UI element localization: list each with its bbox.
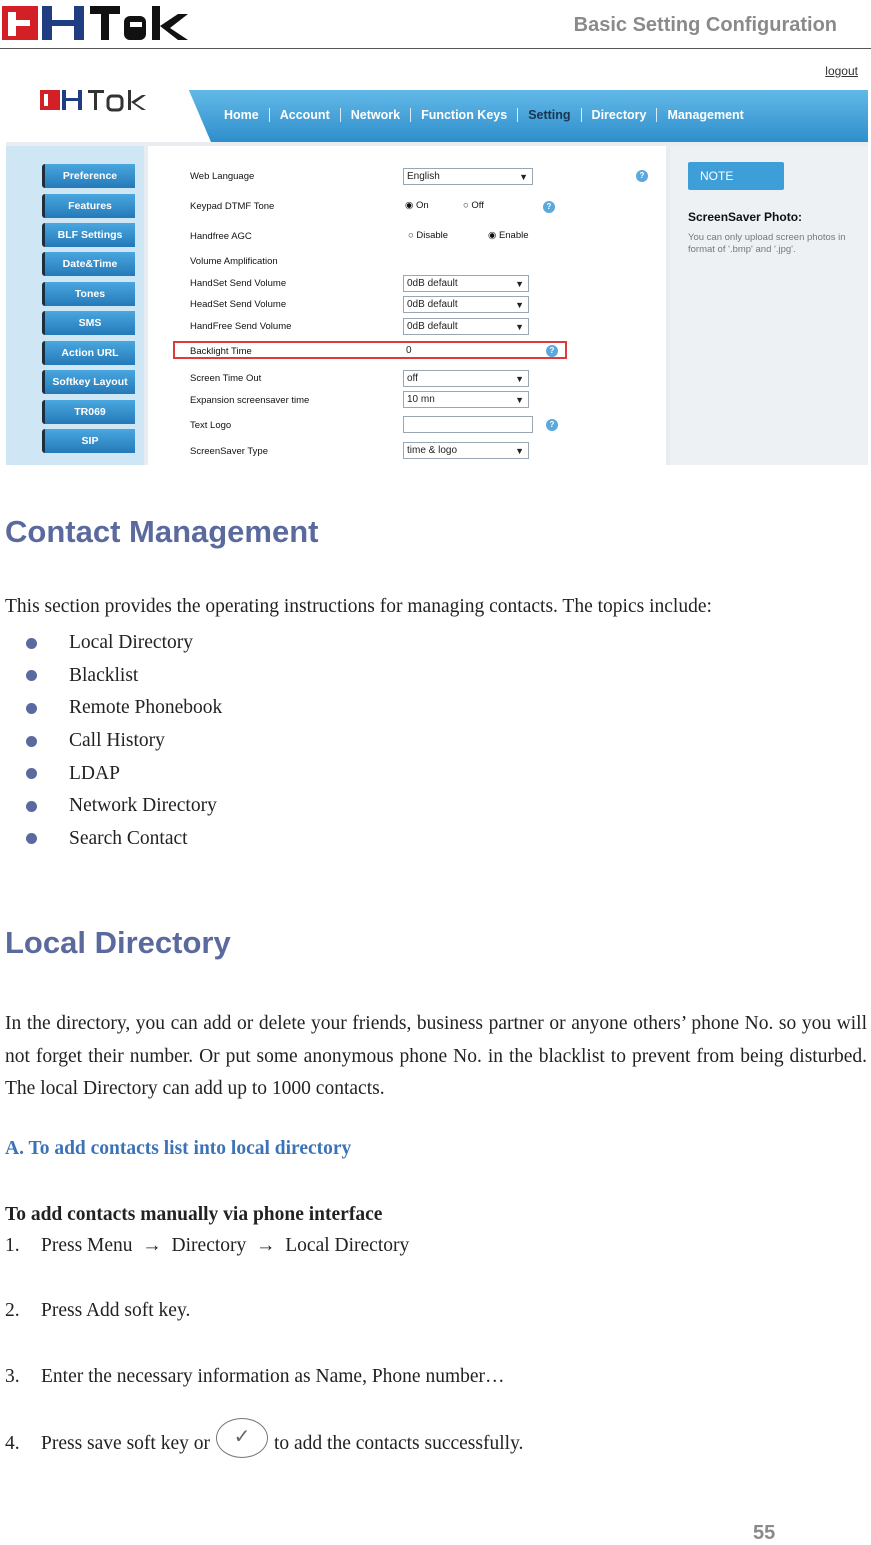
chevron-down-icon: ▼ [519,172,528,182]
step-3 [5,1366,505,1388]
sidebar-item-action-url[interactable]: Action URL [42,341,135,365]
saver-type-value: time & logo [407,445,458,456]
list-item [26,725,222,758]
handfree-send-value: 0dB default [407,321,458,332]
bullet-icon [26,833,37,844]
local-directory-paragraph: In the directory, you can add or delete your friends, business partner or anyone others’ phone No. so you will not forget their number. Or put some anonymous phone No. in the blacklist to prevent from being disturbed. The local Directory can add up to 1000 contacts. [5,1013,867,1099]
heading-local-directory: Local Directory [5,925,231,960]
nav-setting[interactable]: Setting [518,108,581,122]
handfree-send-label: HandFree Send Volume [190,321,292,332]
backlight-input[interactable]: 0 [406,345,412,356]
agc-disable-radio[interactable]: ○ Disable [408,230,449,241]
list-item [26,692,222,725]
nav-function-keys[interactable]: Function Keys [411,108,518,122]
chevron-down-icon: ▼ [515,279,524,289]
headset-send-select[interactable] [403,296,529,313]
backlight-label: Backlight Time [190,346,252,357]
chevron-down-icon: ▼ [515,446,524,456]
topic-text: Remote Phonebook [69,697,223,719]
intro-paragraph: This section provides the operating instructions for managing contacts. The topics include: [5,596,712,617]
list-item [26,823,222,856]
agc-disable-label: Disable [416,230,449,241]
page-number: 55 [753,1522,776,1544]
topic-text: Search Contact [69,827,188,849]
sidebar-item-tones[interactable]: Tones [42,282,135,306]
step-text: Press Menu → Directory → Local Directory [41,1235,410,1256]
topic-text: Call History [69,730,165,752]
topic-text: Network Directory [69,795,217,817]
handfree-send-select[interactable] [403,318,529,335]
chevron-down-icon: ▼ [515,322,524,332]
step-text: Press save soft key or [41,1433,210,1454]
topics-list [26,627,222,855]
sidebar-item-date-time[interactable]: Date&Time [42,252,135,276]
web-language-label: Web Language [190,171,255,182]
help-icon[interactable]: ? [543,201,555,213]
dtmf-off-radio[interactable]: ○ Off [463,200,484,211]
step-1 [5,1235,409,1257]
heading-contact-management: Contact Management [5,514,319,549]
nav-directory[interactable]: Directory [582,108,658,122]
sidebar-item-sms[interactable]: SMS [42,311,135,335]
step-text: Press Add soft key. [41,1300,191,1321]
sidebar-item-sip[interactable]: SIP [42,429,135,453]
agc-enable-radio[interactable]: ◉ Enable [488,230,529,241]
screen-timeout-value: off [407,373,418,384]
subheading-manual: To add contacts manually via phone interface [5,1204,383,1225]
list-item [26,790,222,823]
dtmf-off-label: Off [471,200,484,211]
handset-send-value: 0dB default [407,278,458,289]
bullet-icon [26,703,37,714]
header-divider [0,48,871,49]
note-title: ScreenSaver Photo: [688,210,803,224]
sidebar-item-features[interactable]: Features [42,194,135,218]
htek-logo [2,2,192,44]
expansion-saver-value: 10 mn [407,394,435,405]
volume-amp-label: Volume Amplification [190,256,278,267]
subheading-add-contacts: A. To add contacts list into local directory [5,1138,352,1159]
nav-account[interactable]: Account [270,108,341,122]
web-ui-screenshot [6,60,868,465]
agc-enable-label: Enable [498,230,529,241]
settings-panel [148,146,666,465]
bullet-icon [26,736,37,747]
expansion-saver-label: Expansion screensaver time [190,395,310,406]
bullet-icon [26,801,37,812]
sidebar-item-preference[interactable]: Preference [42,164,135,188]
help-icon[interactable]: ? [636,170,648,182]
step-2 [5,1300,190,1322]
screen-timeout-select[interactable] [403,370,529,387]
step-number: 3. [5,1366,20,1387]
text-logo-input[interactable] [403,416,533,433]
handset-send-label: HandSet Send Volume [190,278,287,289]
headset-send-value: 0dB default [407,299,458,310]
note-badge: NOTE [688,162,784,190]
nav-menu [214,108,754,122]
handset-send-select[interactable] [403,275,529,292]
dtmf-on-radio[interactable]: ◉ On [405,200,429,211]
bullet-icon [26,768,37,779]
nav-network[interactable]: Network [341,108,411,122]
step-number: 1. [5,1235,20,1256]
htek-logo-small [40,86,150,114]
step-text: to add the contacts successfully. [273,1433,524,1454]
settings-sidebar [6,146,144,465]
saver-type-select[interactable] [403,442,529,459]
chevron-down-icon: ▼ [515,374,524,384]
ok-checkmark-icon: ✓ [216,1418,268,1458]
nav-management[interactable]: Management [667,108,744,122]
keypad-dtmf-label: Keypad DTMF Tone [190,201,275,212]
screen-timeout-label: Screen Time Out [190,373,262,384]
nav-home[interactable]: Home [214,108,270,122]
chevron-down-icon: ▼ [515,300,524,310]
topic-text: Local Directory [69,632,193,654]
web-language-select[interactable] [403,168,533,185]
help-icon[interactable]: ? [546,345,558,357]
handfree-agc-label: Handfree AGC [190,231,252,242]
saver-type-label: ScreenSaver Type [190,446,268,457]
topic-text: LDAP [69,762,120,784]
topic-text: Blacklist [69,664,139,686]
sidebar-item-softkey-layout[interactable]: Softkey Layout [42,370,135,394]
bullet-icon [26,638,37,649]
sidebar-item-tr069[interactable]: TR069 [42,400,135,424]
bullet-icon [26,670,37,681]
step-number: 4. [5,1433,20,1454]
step-text: Enter the necessary information as Name, Phone number… [41,1366,505,1387]
list-item [26,757,222,790]
step-4 [5,1424,523,1464]
section-title: Basic Setting Configuration [573,14,837,36]
headset-send-label: HeadSet Send Volume [190,299,287,310]
web-language-value: English [407,171,440,182]
list-item [26,660,222,693]
text-logo-label: Text Logo [190,420,232,431]
dtmf-on-label: On [415,200,429,211]
chevron-down-icon: ▼ [515,395,524,405]
help-icon[interactable]: ? [546,419,558,431]
logout-link[interactable]: logout [825,64,858,78]
note-text: You can only upload screen photos in format of '.bmp' and '.jpg'. [688,232,846,255]
expansion-saver-select[interactable] [403,391,529,408]
step-number: 2. [5,1300,20,1321]
list-item [26,627,222,660]
note-panel [670,146,868,465]
sidebar-item-blf-settings[interactable]: BLF Settings [42,223,135,247]
